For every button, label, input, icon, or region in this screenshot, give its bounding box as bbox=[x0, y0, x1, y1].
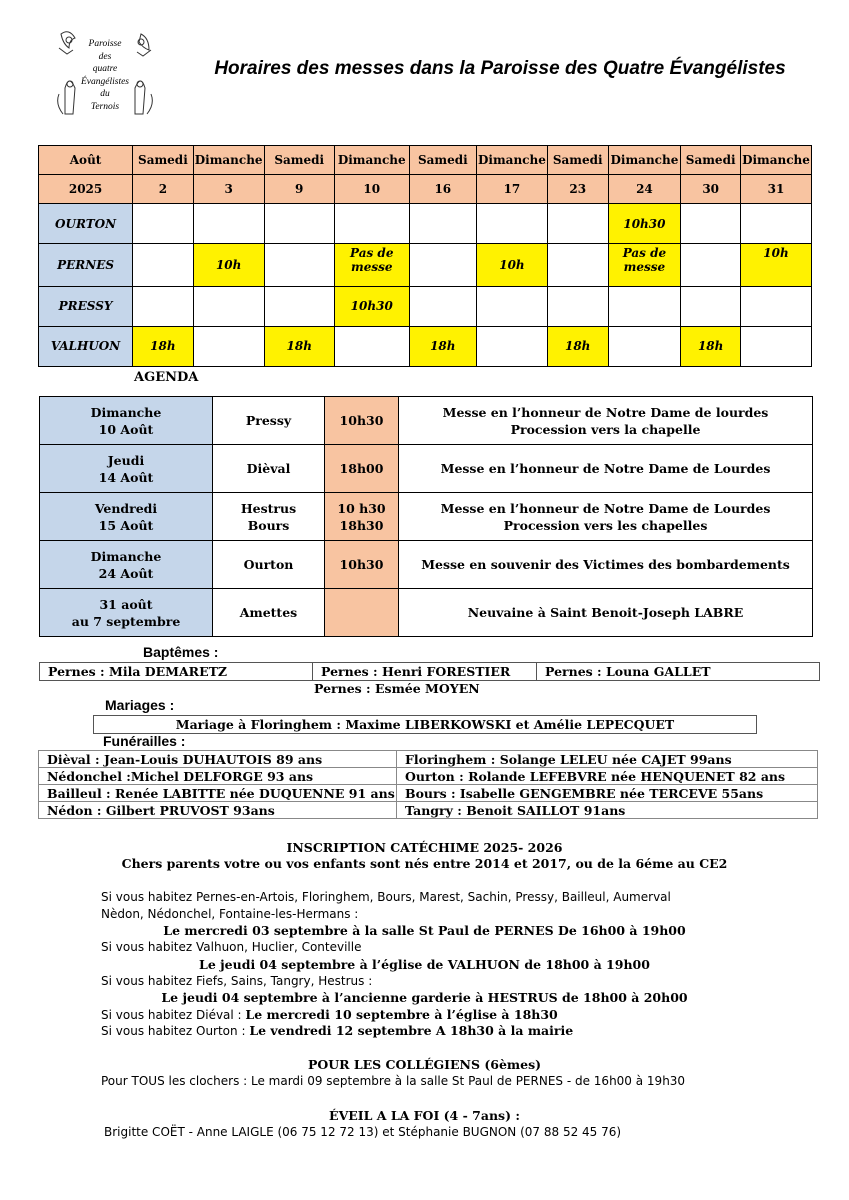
funerailles-row bbox=[39, 751, 818, 768]
date-cell: 2 bbox=[133, 175, 194, 204]
funerailles-row bbox=[39, 802, 818, 819]
slot-cell bbox=[264, 244, 334, 286]
slot-cell bbox=[681, 286, 741, 326]
location-cell: PERNES bbox=[39, 244, 133, 286]
funerailles-title: Funérailles : bbox=[103, 733, 186, 749]
funeraille-item: Nédonchel :Michel DELFORGE 93 ans bbox=[39, 768, 397, 785]
slot-cell bbox=[264, 204, 334, 244]
bapteme-item: Pernes : Henri FORESTIER bbox=[313, 663, 537, 680]
catechisme-subtitle: Chers parents votre ou vos enfants sont nés entre 2014 et 2017, ou de la 6éme au CE2 bbox=[121, 856, 728, 871]
day-cell: Samedi bbox=[681, 146, 741, 175]
slot-cell bbox=[409, 286, 476, 326]
agenda-place: Hestrus Bours bbox=[213, 493, 325, 541]
bapteme-item: Pernes : Mila DEMARETZ bbox=[40, 663, 313, 680]
date-cell: 30 bbox=[681, 175, 741, 204]
day-cell: Dimanche bbox=[193, 146, 264, 175]
agenda-row bbox=[40, 589, 813, 637]
catechisme-line-label: Si vous habitez Diéval : bbox=[101, 1008, 246, 1022]
day-cell: Dimanche bbox=[334, 146, 409, 175]
mass-time-cell: 10h bbox=[193, 244, 264, 286]
day-cell: Dimanche bbox=[741, 146, 812, 175]
day-cell: Samedi bbox=[409, 146, 476, 175]
baptemes-row bbox=[39, 662, 820, 681]
eveil-text: Brigitte COËT - Anne LAIGLE (06 75 12 72 13) et Stéphanie BUGNON (07 88 52 45 76) bbox=[104, 1125, 622, 1139]
slot-cell bbox=[608, 326, 681, 366]
agenda-day: Dimanche 10 Août bbox=[40, 397, 213, 445]
catechisme-line-label: Si vous habitez Ourton : bbox=[101, 1024, 250, 1038]
funeraille-item: Bailleul : Renée LABITTE née DUQUENNE 91 ans bbox=[39, 785, 397, 802]
mass-time-cell: 18h bbox=[547, 326, 608, 366]
agenda-table bbox=[39, 396, 813, 637]
bapteme-extra: Pernes : Esmée MOYEN bbox=[314, 681, 480, 696]
agenda-place: Ourton bbox=[213, 541, 325, 589]
catechisme-title: INSCRIPTION CATÉCHIME 2025- 2026 bbox=[286, 840, 563, 855]
mass-time-cell: 18h bbox=[681, 326, 741, 366]
funeraille-item: Dièval : Jean-Louis DUHAUTOIS 89 ans bbox=[39, 751, 397, 768]
funerailles-table bbox=[38, 750, 818, 819]
location-cell: OURTON bbox=[39, 204, 133, 244]
location-cell: PRESSY bbox=[39, 286, 133, 326]
mass-time-cell: 10h bbox=[476, 244, 547, 286]
colleges-title: POUR LES COLLÉGIENS (6èmes) bbox=[307, 1057, 542, 1072]
agenda-day: Dimanche 24 Août bbox=[40, 541, 213, 589]
mariage-item: Mariage à Floringhem : Maxime LIBERKOWSKI et Amélie LEPECQUET bbox=[93, 715, 757, 734]
mass-time-cell: 18h bbox=[409, 326, 476, 366]
slot-cell bbox=[409, 244, 476, 286]
slot-cell bbox=[476, 326, 547, 366]
funeraille-item: Nédon : Gilbert PRUVOST 93ans bbox=[39, 802, 397, 819]
schedule-row-valhuon bbox=[39, 326, 812, 366]
mass-schedule-table bbox=[38, 145, 812, 367]
agenda-description: Messe en l’honneur de Notre Dame de Lourdes bbox=[399, 445, 813, 493]
agenda-time: 10h30 bbox=[325, 541, 399, 589]
slot-cell bbox=[193, 204, 264, 244]
date-cell: 16 bbox=[409, 175, 476, 204]
funeraille-item: Floringhem : Solange LELEU née CAJET 99ans bbox=[397, 751, 818, 768]
day-cell: Dimanche bbox=[608, 146, 681, 175]
colleges-text: Pour TOUS les clochers : Le mardi 09 septembre à la salle St Paul de PERNES - de 16h00 à 19h30 bbox=[101, 1074, 686, 1088]
agenda-time: 10h30 bbox=[325, 397, 399, 445]
slot-cell bbox=[476, 286, 547, 326]
date-cell: 17 bbox=[476, 175, 547, 204]
logo-text: Paroisse des quatre Évangélistes du Ternois bbox=[80, 39, 129, 112]
catechisme-line: Si vous habitez Fiefs, Sains, Tangry, Hestrus : bbox=[101, 974, 373, 988]
date-cell: 31 bbox=[741, 175, 812, 204]
page-title: Horaires des messes dans la Paroisse des Quatre Évangélistes bbox=[214, 58, 786, 79]
agenda-place: Amettes bbox=[213, 589, 325, 637]
catechisme-line: Si vous habitez Pernes-en-Artois, Floringhem, Bours, Marest, Sachin, Pressy, Bailleul, Aumerval bbox=[101, 890, 671, 904]
year-cell: 2025 bbox=[39, 175, 133, 204]
agenda-place: Dièval bbox=[213, 445, 325, 493]
day-cell: Samedi bbox=[547, 146, 608, 175]
funeraille-item: Tangry : Benoit SAILLOT 91ans bbox=[397, 802, 818, 819]
agenda-day: Jeudi 14 Août bbox=[40, 445, 213, 493]
parish-logo bbox=[55, 28, 155, 120]
catechisme-date: Le vendredi 12 septembre A 18h30 à la mairie bbox=[249, 1023, 574, 1038]
date-cell: 24 bbox=[608, 175, 681, 204]
date-cell: 23 bbox=[547, 175, 608, 204]
slot-cell bbox=[409, 204, 476, 244]
catechisme-line: Nèdon, Nédonchel, Fontaine-les-Hermans : bbox=[101, 907, 359, 921]
agenda-place: Pressy bbox=[213, 397, 325, 445]
schedule-header-days bbox=[39, 146, 812, 175]
slot-cell bbox=[264, 286, 334, 326]
agenda-description: Messe en l’honneur de Notre Dame de lourdes Procession vers la chapelle bbox=[399, 397, 813, 445]
catechisme-date: Le mercredi 10 septembre à l’église à 18h30 bbox=[245, 1007, 558, 1022]
slot-cell bbox=[133, 204, 194, 244]
baptemes-title: Baptêmes : bbox=[143, 644, 219, 660]
day-cell: Dimanche bbox=[476, 146, 547, 175]
slot-cell bbox=[741, 204, 812, 244]
mass-time-cell: 18h bbox=[133, 326, 194, 366]
slot-cell bbox=[334, 326, 409, 366]
slot-cell bbox=[741, 286, 812, 326]
agenda-time: 10 h30 18h30 bbox=[325, 493, 399, 541]
agenda-day: Vendredi 15 Août bbox=[40, 493, 213, 541]
mass-time-cell: Pas de messe bbox=[608, 244, 681, 286]
date-cell: 9 bbox=[264, 175, 334, 204]
slot-cell bbox=[476, 204, 547, 244]
catechisme-line bbox=[101, 1022, 573, 1040]
catechisme-date: Le jeudi 04 septembre à l’église de VALHUON de 18h00 à 19h00 bbox=[199, 957, 650, 972]
agenda-row bbox=[40, 445, 813, 493]
date-cell: 3 bbox=[193, 175, 264, 204]
mass-time-cell: 10h30 bbox=[334, 286, 409, 326]
agenda-description: Messe en souvenir des Victimes des bombardements bbox=[399, 541, 813, 589]
day-cell: Samedi bbox=[264, 146, 334, 175]
date-cell: 10 bbox=[334, 175, 409, 204]
slot-cell bbox=[681, 244, 741, 286]
schedule-row-ourton bbox=[39, 204, 812, 244]
slot-cell bbox=[193, 286, 264, 326]
agenda-row bbox=[40, 493, 813, 541]
catechisme-date: Le mercredi 03 septembre à la salle St Paul de PERNES De 16h00 à 19h00 bbox=[163, 923, 686, 938]
agenda-time: 18h00 bbox=[325, 445, 399, 493]
agenda-time bbox=[325, 589, 399, 637]
funeraille-item: Bours : Isabelle GENGEMBRE née TERCEVE 55ans bbox=[397, 785, 818, 802]
mariages-title: Mariages : bbox=[105, 697, 175, 713]
slot-cell bbox=[741, 326, 812, 366]
schedule-header-dates bbox=[39, 175, 812, 204]
slot-cell bbox=[547, 244, 608, 286]
slot-cell bbox=[547, 286, 608, 326]
mass-time-cell: Pas de messe bbox=[334, 244, 409, 286]
agenda-label: AGENDA bbox=[134, 370, 199, 385]
mass-time-cell: 18h bbox=[264, 326, 334, 366]
month-cell: Août bbox=[39, 146, 133, 175]
slot-cell bbox=[547, 204, 608, 244]
mass-time-cell: 10h30 bbox=[608, 204, 681, 244]
bapteme-item: Pernes : Louna GALLET bbox=[545, 664, 711, 679]
location-cell: VALHUON bbox=[39, 326, 133, 366]
catechisme-date: Le jeudi 04 septembre à l’ancienne garderie à HESTRUS de 18h00 à 20h00 bbox=[161, 990, 688, 1005]
agenda-description: Messe en l’honneur de Notre Dame de Lourdes Procession vers les chapelles bbox=[399, 493, 813, 541]
agenda-row bbox=[40, 397, 813, 445]
agenda-description: Neuvaine à Saint Benoit-Joseph LABRE bbox=[399, 589, 813, 637]
schedule-row-pernes bbox=[39, 244, 812, 286]
catechisme-line: Si vous habitez Valhuon, Huclier, Conteville bbox=[101, 940, 362, 954]
day-cell: Samedi bbox=[133, 146, 194, 175]
slot-cell bbox=[681, 204, 741, 244]
agenda-row bbox=[40, 541, 813, 589]
slot-cell bbox=[334, 204, 409, 244]
slot-cell bbox=[133, 244, 194, 286]
funeraille-item: Ourton : Rolande LEFEBVRE née HENQUENET 82 ans bbox=[397, 768, 818, 785]
slot-cell bbox=[608, 286, 681, 326]
funerailles-row bbox=[39, 768, 818, 785]
funerailles-row bbox=[39, 785, 818, 802]
mass-time-cell: 10h bbox=[741, 244, 812, 286]
agenda-day: 31 août au 7 septembre bbox=[40, 589, 213, 637]
schedule-row-pressy bbox=[39, 286, 812, 326]
eveil-title: ÉVEIL A LA FOI (4 - 7ans) : bbox=[329, 1108, 520, 1123]
slot-cell bbox=[133, 286, 194, 326]
slot-cell bbox=[193, 326, 264, 366]
